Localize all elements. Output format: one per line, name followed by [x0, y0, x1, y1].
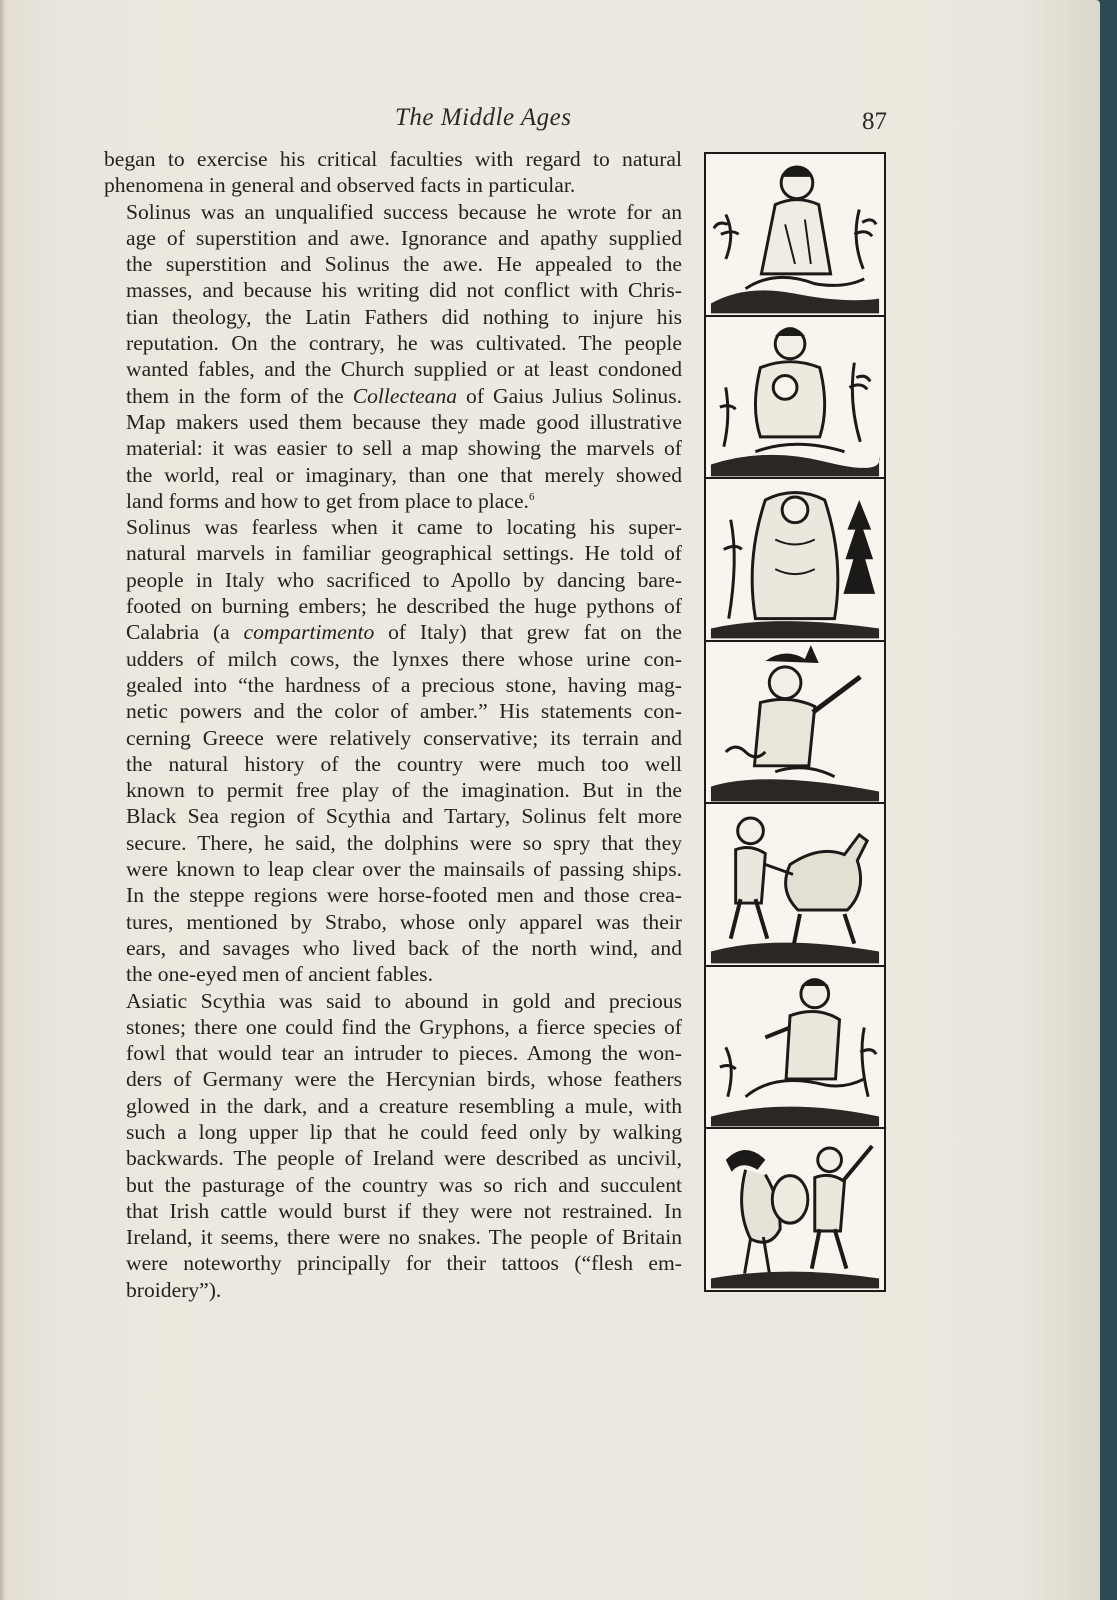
- text-run: Calabria (a: [126, 620, 244, 645]
- woodcut-panel-crane-and-warrior: [706, 1129, 884, 1290]
- woodcut-panel-figure-with-beast: [706, 804, 884, 967]
- seated-figure-icon: [706, 154, 884, 315]
- text-line: broidery”).: [126, 1277, 222, 1302]
- woodcut-panel-pointing-figure: [706, 642, 884, 805]
- woodcut-panel-nursing-figure: [706, 317, 884, 480]
- text-line: were noteworthy principally for their tattoos (“flesh em-: [126, 1251, 682, 1276]
- footnote-reference[interactable]: 6: [528, 490, 535, 503]
- text-line: reputation. On the contrary, he was cultivated. The people: [126, 331, 682, 356]
- large-eared-figure-icon: [706, 479, 884, 640]
- text-line: [104, 619, 682, 645]
- text-line: [104, 383, 682, 409]
- text-line: In the steppe regions were horse-footed men and those crea-: [126, 883, 682, 908]
- text-line: Solinus was fearless when it came to locating his super-: [126, 515, 682, 540]
- text-line: netic powers and the color of amber.” His statements con-: [126, 699, 682, 724]
- text-line: Solinus was an unqualified success because he wrote for an: [126, 199, 682, 224]
- text-line: the superstition and Solinus the awe. He appealed to the: [126, 252, 682, 277]
- text-line: Ireland, it seems, there were no snakes. The people of Britain: [126, 1225, 682, 1250]
- text-line: age of superstition and awe. Ignorance and apathy supplied: [126, 225, 682, 250]
- figure-with-beast-icon: [706, 804, 884, 965]
- text-line: secure. There, he said, the dolphins were so spry that they: [126, 830, 682, 855]
- text-line: footed on burning embers; he described the huge pythons of: [126, 594, 682, 619]
- text-run: of Italy) that grew fat on the: [374, 620, 682, 645]
- text-line: Black Sea region of Scythia and Tartary, Solinus felt more: [126, 804, 682, 829]
- text-line: Map makers used them because they made good illustrative: [126, 409, 682, 434]
- text-line: glowed in the dark, and a creature resembling a mule, with: [126, 1093, 682, 1118]
- woodcut-panel-seated-figure: [706, 154, 884, 317]
- text-line: stones; there one could find the Gryphons, a fierce species of: [126, 1014, 682, 1039]
- text-line: known to permit free play of the imagination. But in the: [126, 778, 682, 803]
- text-line: that Irish cattle would burst if they were not restrained. In: [126, 1198, 682, 1223]
- text-run: them in the form of the: [126, 383, 353, 408]
- text-line: phenomena in general and observed facts in particular.: [104, 173, 576, 198]
- text-line: udders of milch cows, the lynxes there whose urine con-: [126, 646, 682, 671]
- body-text: [104, 146, 682, 1303]
- paragraph-3: [104, 514, 682, 987]
- paragraph-1: [104, 146, 682, 199]
- text-line: tures, mentioned by Strabo, whose only apparel was their: [126, 909, 682, 934]
- text-line: were known to leap clear over the mainsails of passing ships.: [126, 857, 682, 882]
- text-line: fowl that would tear an intruder to pieces. Among the won-: [126, 1041, 682, 1066]
- woodcut-panel-large-eared-figure: [706, 479, 884, 642]
- text-line: [104, 488, 682, 514]
- text-line: Asiatic Scythia was said to abound in gold and precious: [126, 988, 682, 1013]
- text-line: the one-eyed men of ancient fables.: [126, 962, 433, 987]
- text-line: ders of Germany were the Hercynian birds, whose feathers: [126, 1067, 682, 1092]
- crane-and-warrior-icon: [706, 1129, 884, 1290]
- woodcut-illustration-strip: [704, 152, 886, 1292]
- text-line: natural marvels in familiar geographical settings. He told of: [126, 541, 682, 566]
- text-line: masses, and because his writing did not conflict with Chris-: [126, 278, 682, 303]
- running-head: The Middle Ages: [395, 104, 572, 131]
- text-line: but the pasturage of the country was so rich and succulent: [126, 1172, 682, 1197]
- text-line: backwards. The people of Ireland were described as uncivil,: [126, 1146, 682, 1171]
- paragraph-2: [104, 199, 682, 515]
- text-run: of Gaius Julius Solinus.: [457, 383, 683, 408]
- kneeling-figure-icon: [706, 967, 884, 1128]
- page-number: 87: [862, 108, 887, 135]
- text-line: the natural history of the country were much too well: [126, 751, 682, 776]
- text-run: land forms and how to get from place to place.: [126, 488, 529, 513]
- text-line: the world, real or imaginary, than one that merely showed: [126, 462, 682, 487]
- italic-term: compartimento: [243, 620, 375, 645]
- text-line: wanted fables, and the Church supplied or at least condoned: [126, 357, 682, 382]
- text-line: gealed into “the hardness of a precious stone, having mag-: [126, 672, 682, 697]
- text-line: tian theology, the Latin Fathers did nothing to injure his: [126, 304, 682, 329]
- text-line: ears, and savages who lived back of the north wind, and: [126, 935, 682, 960]
- book-title-collecteana: Collecteana: [352, 383, 458, 408]
- page-gutter: [0, 0, 6, 1600]
- text-line: material: it was easier to sell a map showing the marvels of: [126, 436, 682, 461]
- paragraph-4: [104, 988, 682, 1304]
- woodcut-panel-kneeling-figure: [706, 967, 884, 1130]
- nursing-figure-icon: [706, 317, 884, 478]
- text-line: such a long upper lip that he could feed only by walking: [126, 1119, 682, 1144]
- text-line: cerning Greece were relatively conservative; its terrain and: [126, 725, 682, 750]
- text-line: began to exercise his critical faculties with regard to natural: [104, 147, 682, 171]
- text-line: people in Italy who sacrificed to Apollo by dancing bare-: [126, 567, 682, 592]
- pointing-figure-icon: [706, 642, 884, 803]
